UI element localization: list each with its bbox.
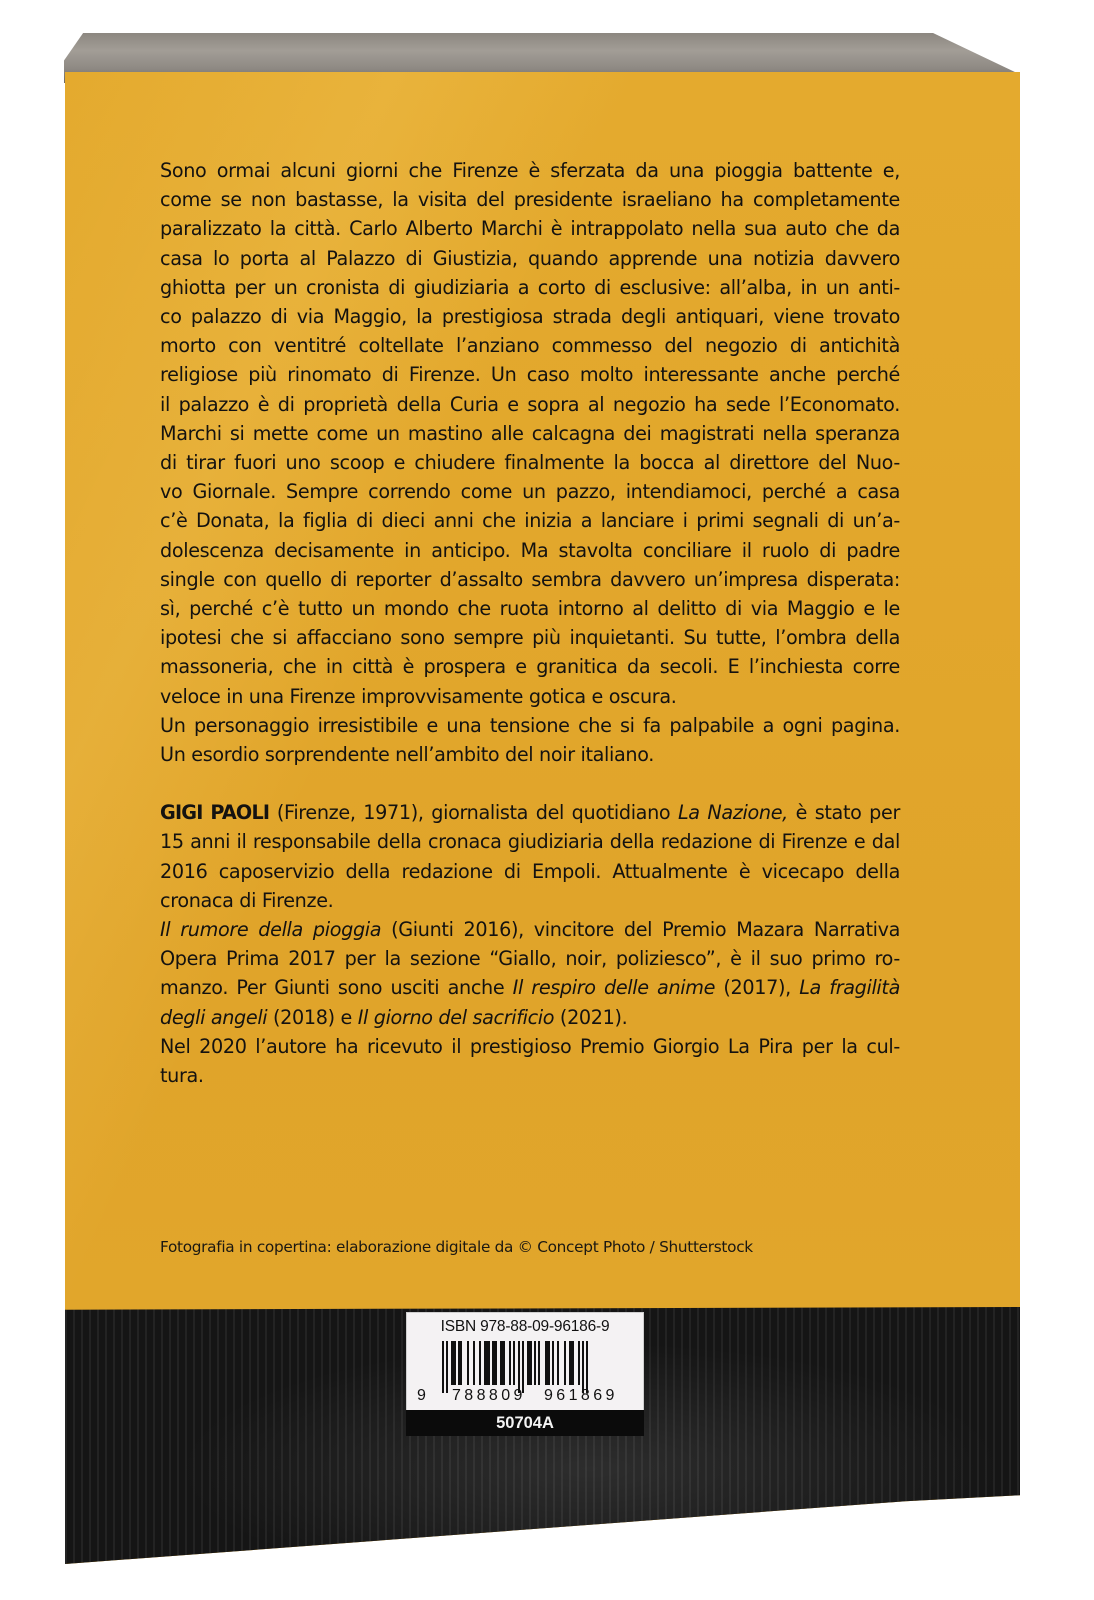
book-title: Il giorno del sacrificio xyxy=(357,1005,555,1029)
barcode-digits-group1: 788809 xyxy=(452,1387,526,1404)
synopsis-line: c’è Donata, la figlia di dieci anni che inizia a lanciare i primi segnali di un’a- xyxy=(160,509,900,533)
synopsis-line: paralizzato la città. Carlo Alberto Marchi è intrappolato nella sua auto che da xyxy=(160,217,900,241)
bio-line: Nel 2020 l’autore ha ricevuto il prestigioso Premio Giorgio La Pira per la cul- xyxy=(160,1034,900,1058)
synopsis-line: di tirar fuori uno scoop e chiudere finalmente la bocca al direttore del Nuo- xyxy=(160,451,900,475)
synopsis-line: casa lo porta al Palazzo di Giustizia, quando apprende una notizia davvero xyxy=(160,246,900,270)
bio-text: manzo. Per Giunti sono usciti anche xyxy=(160,976,513,1000)
isbn-text: ISBN 978-88-09-96186-9 xyxy=(440,1318,610,1335)
book-title: degli angeli xyxy=(160,1005,268,1029)
bio-line xyxy=(160,915,900,944)
synopsis-line: co palazzo di via Maggio, la prestigiosa strada degli antiquari, viene trovato xyxy=(160,305,900,329)
synopsis-line: come se non bastasse, la visita del presidente israeliano ha completamente xyxy=(160,188,900,212)
barcode-digits-group2: 961869 xyxy=(544,1387,618,1404)
barcode-digit-first: 9 xyxy=(417,1387,430,1404)
synopsis-line: ghiotta per un cronista di giudiziaria a corto di esclusive: all’alba, in un anti- xyxy=(160,275,900,299)
bio-line: cronaca di Firenze. xyxy=(160,888,334,912)
book-title: La fragilità xyxy=(799,976,900,1000)
synopsis-line: veloce in una Firenze improvvisamente gotica e oscura. xyxy=(160,684,677,708)
tagline-line: Un personaggio irresistibile e una tensione che si fa palpabile a ogni pagina. xyxy=(160,713,900,737)
back-cover-text xyxy=(160,156,900,1090)
synopsis-line: dolescenza decisamente in anticipo. Ma stavolta conciliare il ruolo di padre xyxy=(160,538,900,562)
barcode-label xyxy=(406,1312,644,1412)
synopsis-line: sì, perché c’è tutto un mondo che ruota intorno al delitto di via Maggio e le xyxy=(160,597,900,621)
bio-text: (2021). xyxy=(554,1005,628,1029)
synopsis-line: ipotesi che si affacciano sono sempre più inquietanti. Su tutte, l’ombra della xyxy=(160,626,900,650)
paragraph-spacer xyxy=(160,769,900,798)
synopsis-line: religiose più rinomato di Firenze. Un caso molto interessante anche perché xyxy=(160,363,900,387)
synopsis-line: single con quello di reporter d’assalto sembra davvero un’impresa disperata: xyxy=(160,567,900,591)
bio-line: 15 anni il responsabile della cronaca giudiziaria della redazione di Firenze e dal xyxy=(160,830,900,854)
bio-line: tura. xyxy=(160,1064,204,1088)
synopsis xyxy=(160,156,900,769)
synopsis-line: Sono ormai alcuni giorni che Firenze è sferzata da una pioggia battente e, xyxy=(160,159,900,182)
bio-text: è stato per xyxy=(787,801,901,825)
bio-text: (Firenze, 1971), giornalista del quotidiano xyxy=(269,801,678,825)
synopsis-line: massoneria, che in città è prospera e granitica da secoli. E l’inchiesta corre xyxy=(160,655,900,679)
bio-line: Opera Prima 2017 per la sezione “Giallo, noir, poliziesco”, è il suo primo ro- xyxy=(160,947,900,971)
photo-credit: Fotografia in copertina: elaborazione digitale da © Concept Photo / Shutterstock xyxy=(160,1238,753,1256)
internal-code: 50704A xyxy=(406,1410,644,1436)
bio-text: (2018) e xyxy=(267,1005,358,1029)
bio-line: 2016 caposervizio della redazione di Empoli. Attualmente è vicecapo della xyxy=(160,859,900,883)
author-bio xyxy=(160,798,900,1090)
bio-line xyxy=(160,798,900,827)
synopsis-line: morto con ventitré coltellate l’anziano commesso del negozio di antichità xyxy=(160,334,900,358)
newspaper-title: La Nazione, xyxy=(677,801,788,825)
bio-line xyxy=(160,1003,900,1032)
barcode-bars xyxy=(442,1341,634,1389)
synopsis-line: vo Giornale. Sempre correndo come un pazzo, intendiamoci, perché a casa xyxy=(160,480,900,504)
author-name: GIGI PAOLI xyxy=(160,801,270,825)
synopsis-line: Marchi si mette come un mastino alle calcagna dei magistrati nella speranza xyxy=(160,421,900,445)
synopsis-line: il palazzo è di proprietà della Curia e sopra al negozio ha sede l’Economato. xyxy=(160,392,900,416)
book-title: Il rumore della pioggia xyxy=(160,918,382,942)
bio-text: (Giunti 2016), vincitore del Premio Mazara Narrativa xyxy=(381,918,901,942)
bio-text: (2017), xyxy=(715,976,800,1000)
bio-line xyxy=(160,973,900,1002)
book-title: Il respiro delle anime xyxy=(512,976,716,1000)
tagline-line: Un esordio sorprendente nell’ambito del noir italiano. xyxy=(160,743,655,767)
